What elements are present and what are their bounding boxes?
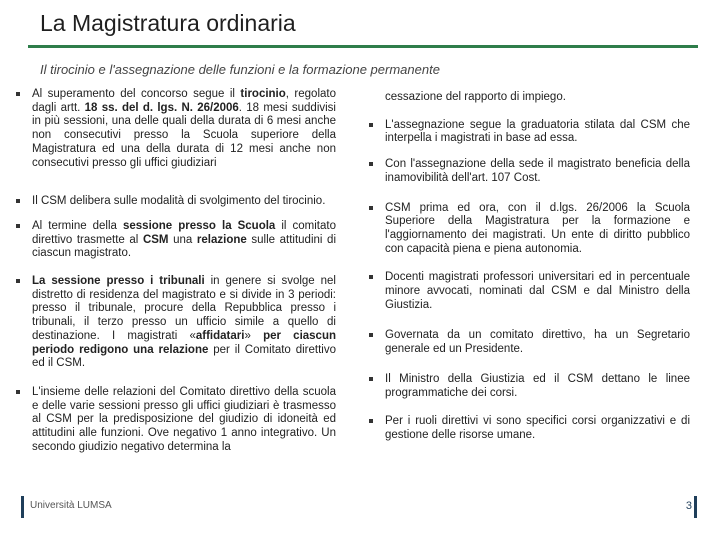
bullet-comitato-direttivo: Governata da un comitato direttivo, ha un Segretario generale ed un Presidente. (366, 329, 690, 356)
bullet-relazioni: L'insieme delle relazioni del Comitato direttivo della scuola e delle varie sessioni presso gli uffici giudiziari è trasmesso al CSM per la predisposizione del giudizio di idoneità ed attitudini alle funzioni. Ove negativo 1 anno integrativo. Un secondo giudizio negativo determina la (13, 386, 336, 455)
title-underline (28, 45, 698, 48)
slide-subtitle: Il tirocinio e l'assegnazione delle funzioni e la formazione permanente (40, 62, 440, 77)
footer-institution: Università LUMSA (30, 500, 112, 511)
bullet-docenti: Docenti magistrati professori universitari ed in percentuale minore avvocati, nominati dal CSM e dal Ministro della Giustizia. (366, 271, 690, 312)
bullet-inamovibilita: Con l'assegnazione della sede il magistrato beneficia della inamovibilità dell'art. 107 Cost. (366, 158, 690, 185)
continuation-text: cessazione del rapporto di impiego. (385, 91, 566, 103)
bullet-graduatoria: L'assegnazione segue la graduatoria stilata dal CSM che interpella i magistrati in base ad essa. (366, 119, 690, 146)
footer-left-bar (21, 496, 24, 518)
bullet-linee-programmatiche: Il Ministro della Giustizia ed il CSM dettano le linee programmatiche dei corsi. (366, 373, 690, 400)
bullet-scuola-superiore: CSM prima ed ora, con il d.lgs. 26/2006 la Scuola Superiore della Magistratura per la formazione e l'aggiornamento dei magistrati. Un ente di diritto pubblico con capacità piena e piena autonomia. (366, 202, 690, 257)
bullet-tirocinio: Al superamento del concorso segue il tirocinio, regolato dagli artt. 18 ss. del d. lgs. N. 26/2006. 18 mesi suddivisi in più sessioni, una delle quali della durata di 6 mesi anche non consecutivi presso la Scuola superiore della Magistratura ed una della durata di 12 mesi anche non consecutivi presso gli uffici giudiziari (13, 88, 336, 170)
bullet-sessione-tribunali: La sessione presso i tribunali in genere si svolge nel distretto di residenza del magistrato e si divide in 3 periodi: presso il tribunale, procure della Repubblica presso i tribunali, il terzo presso un ufficio simile a quello di destinazione. I magistrati «affidatari» per ciascun periodo redigono una relazione per il Comitato direttivo ed il CSM. (13, 275, 336, 371)
bullet-csm-delibera: Il CSM delibera sulle modalità di svolgimento del tirocinio. (13, 195, 336, 209)
left-column (13, 88, 336, 454)
page-number: 3 (685, 500, 692, 512)
right-column (366, 88, 690, 443)
slide-title: La Magistratura ordinaria (40, 10, 296, 36)
bullet-ruoli-direttivi: Per i ruoli direttivi vi sono specifici corsi organizzativi e di gestione delle risorse umane. (366, 415, 690, 442)
footer-right-bar (694, 496, 697, 518)
bullet-sessione-scuola: Al termine della sessione presso la Scuola il comitato direttivo trasmette al CSM una relazione sulle attitudini di ciascun magistrato. (13, 220, 336, 261)
